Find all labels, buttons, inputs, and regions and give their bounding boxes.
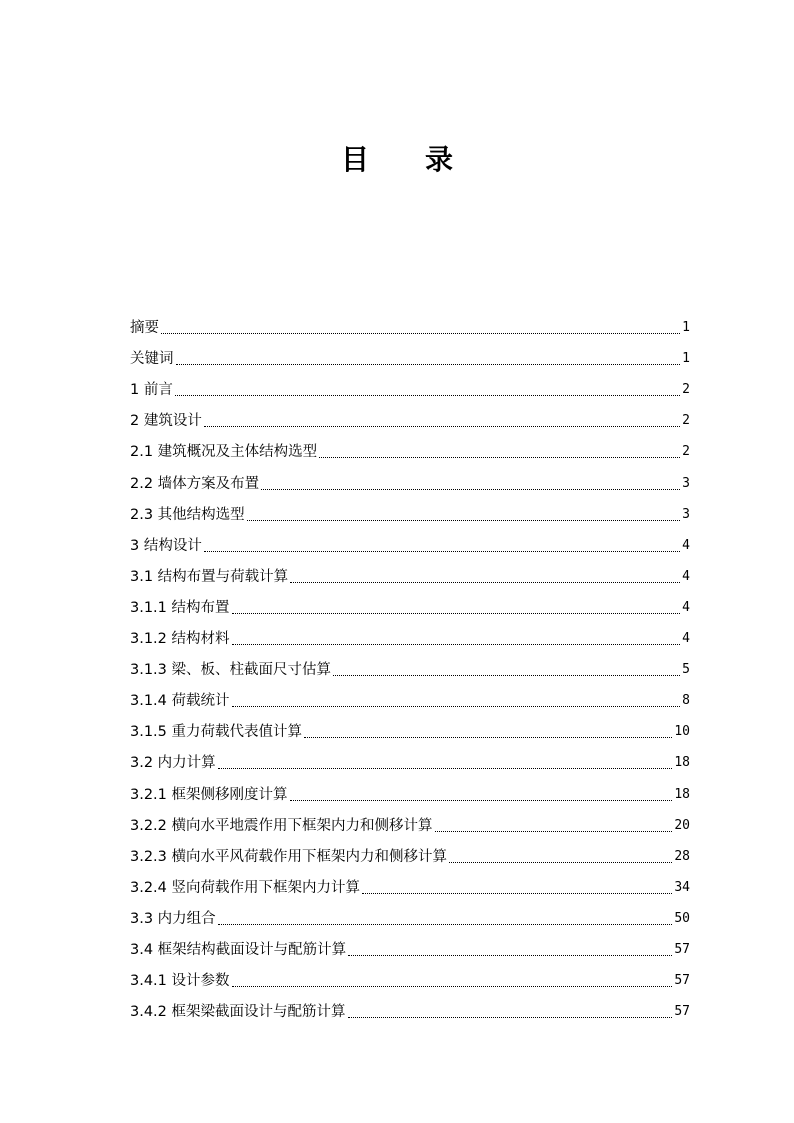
toc-leader-dots bbox=[204, 550, 680, 552]
toc-entry-label: 3.1.5 重力荷载代表值计算 bbox=[130, 724, 303, 741]
toc-entry[interactable] bbox=[130, 648, 690, 679]
toc-entry-page-number: 2 bbox=[682, 382, 690, 398]
toc-entry[interactable] bbox=[130, 617, 690, 648]
toc-entry-page-number: 1 bbox=[682, 320, 690, 336]
toc-entry-label: 3.4 框架结构截面设计与配筋计算 bbox=[130, 941, 347, 958]
toc-leader-dots bbox=[304, 736, 672, 738]
toc-entry[interactable] bbox=[130, 710, 690, 741]
toc-entry-page-number: 20 bbox=[674, 817, 690, 833]
toc-entry-page-number: 50 bbox=[674, 910, 690, 926]
toc-entry[interactable] bbox=[130, 461, 690, 492]
toc-entry-page-number: 10 bbox=[674, 724, 690, 740]
toc-leader-dots bbox=[232, 612, 681, 614]
toc-leader-dots bbox=[204, 425, 680, 427]
toc-leader-dots bbox=[348, 954, 672, 956]
toc-entry-label: 3 结构设计 bbox=[130, 537, 202, 554]
toc-leader-dots bbox=[176, 363, 681, 365]
toc-leader-dots bbox=[362, 892, 672, 894]
toc-entry-label: 2.2 墙体方案及布置 bbox=[130, 475, 260, 492]
toc-entry-page-number: 57 bbox=[674, 973, 690, 989]
toc-leader-dots bbox=[175, 394, 680, 396]
toc-entry[interactable] bbox=[130, 337, 690, 368]
toc-entry[interactable] bbox=[130, 306, 690, 337]
toc-entry-page-number: 3 bbox=[682, 506, 690, 522]
toc-entry-page-number: 28 bbox=[674, 848, 690, 864]
toc-entry-label: 3.2.2 横向水平地震作用下框架内力和侧移计算 bbox=[130, 817, 433, 834]
toc-entry-label: 3.2 内力计算 bbox=[130, 755, 216, 772]
toc-leader-dots bbox=[261, 488, 680, 490]
toc-entry[interactable] bbox=[130, 897, 690, 928]
toc-entry[interactable] bbox=[130, 866, 690, 897]
toc-entry-page-number: 34 bbox=[674, 879, 690, 895]
toc-leader-dots bbox=[247, 519, 681, 521]
toc-entry[interactable] bbox=[130, 990, 690, 1021]
toc-entry-page-number: 4 bbox=[682, 568, 690, 584]
toc-entry[interactable] bbox=[130, 524, 690, 555]
toc-entry-label: 3.1.4 荷载统计 bbox=[130, 693, 230, 710]
toc-leader-dots bbox=[449, 861, 672, 863]
toc-entry-label: 3.1 结构布置与荷载计算 bbox=[130, 568, 289, 585]
toc-leader-dots bbox=[435, 830, 673, 832]
toc-leader-dots bbox=[218, 923, 673, 925]
toc-entry[interactable] bbox=[130, 804, 690, 835]
table-of-contents bbox=[130, 306, 690, 1021]
toc-entry-page-number: 2 bbox=[682, 444, 690, 460]
toc-entry-page-number: 4 bbox=[682, 537, 690, 553]
toc-entry-page-number: 18 bbox=[674, 786, 690, 802]
toc-leader-dots bbox=[290, 799, 673, 801]
toc-entry[interactable] bbox=[130, 399, 690, 430]
toc-entry-label: 3.2.4 竖向荷载作用下框架内力计算 bbox=[130, 879, 361, 896]
toc-entry-label: 3.1.1 结构布置 bbox=[130, 599, 230, 616]
toc-entry[interactable] bbox=[130, 555, 690, 586]
toc-leader-dots bbox=[348, 1016, 673, 1018]
toc-entry[interactable] bbox=[130, 772, 690, 803]
toc-entry-label: 3.3 内力组合 bbox=[130, 910, 216, 927]
toc-leader-dots bbox=[232, 705, 681, 707]
toc-entry-page-number: 57 bbox=[674, 1004, 690, 1020]
toc-entry-label: 1 前言 bbox=[130, 382, 173, 399]
toc-entry-page-number: 3 bbox=[682, 475, 690, 491]
toc-entry-label: 2 建筑设计 bbox=[130, 413, 202, 430]
toc-leader-dots bbox=[333, 674, 680, 676]
toc-entry-page-number: 2 bbox=[682, 413, 690, 429]
toc-leader-dots bbox=[232, 643, 681, 645]
toc-entry-page-number: 1 bbox=[682, 351, 690, 367]
toc-entry[interactable] bbox=[130, 368, 690, 399]
toc-entry[interactable] bbox=[130, 493, 690, 524]
toc-entry-page-number: 5 bbox=[682, 662, 690, 678]
toc-entry-label: 关键词 bbox=[130, 351, 174, 368]
toc-entry-label: 3.2.3 横向水平风荷载作用下框架内力和侧移计算 bbox=[130, 848, 448, 865]
toc-leader-dots bbox=[232, 985, 673, 987]
toc-leader-dots bbox=[319, 456, 680, 458]
toc-entry-page-number: 4 bbox=[682, 599, 690, 615]
toc-entry[interactable] bbox=[130, 679, 690, 710]
toc-entry[interactable] bbox=[130, 928, 690, 959]
toc-leader-dots bbox=[161, 332, 680, 334]
toc-entry-label: 3.1.2 结构材料 bbox=[130, 631, 230, 648]
toc-entry[interactable] bbox=[130, 959, 690, 990]
toc-entry-page-number: 57 bbox=[674, 941, 690, 957]
toc-entry[interactable] bbox=[130, 430, 690, 461]
page-title: 目 录 bbox=[340, 143, 453, 176]
toc-entry-page-number: 8 bbox=[682, 693, 690, 709]
toc-entry-page-number: 18 bbox=[674, 755, 690, 771]
toc-entry[interactable] bbox=[130, 741, 690, 772]
toc-leader-dots bbox=[290, 581, 680, 583]
toc-entry-page-number: 4 bbox=[682, 631, 690, 647]
toc-entry-label: 3.1.3 梁、板、柱截面尺寸估算 bbox=[130, 662, 332, 679]
toc-entry-label: 3.2.1 框架侧移刚度计算 bbox=[130, 786, 288, 803]
toc-leader-dots bbox=[218, 767, 673, 769]
toc-entry-label: 2.1 建筑概况及主体结构选型 bbox=[130, 444, 318, 461]
toc-entry-label: 3.4.2 框架梁截面设计与配筋计算 bbox=[130, 1004, 346, 1021]
toc-entry-label: 3.4.1 设计参数 bbox=[130, 973, 230, 990]
toc-entry-label: 摘要 bbox=[130, 320, 159, 337]
toc-entry[interactable] bbox=[130, 586, 690, 617]
toc-entry-label: 2.3 其他结构选型 bbox=[130, 506, 245, 523]
toc-entry[interactable] bbox=[130, 835, 690, 866]
